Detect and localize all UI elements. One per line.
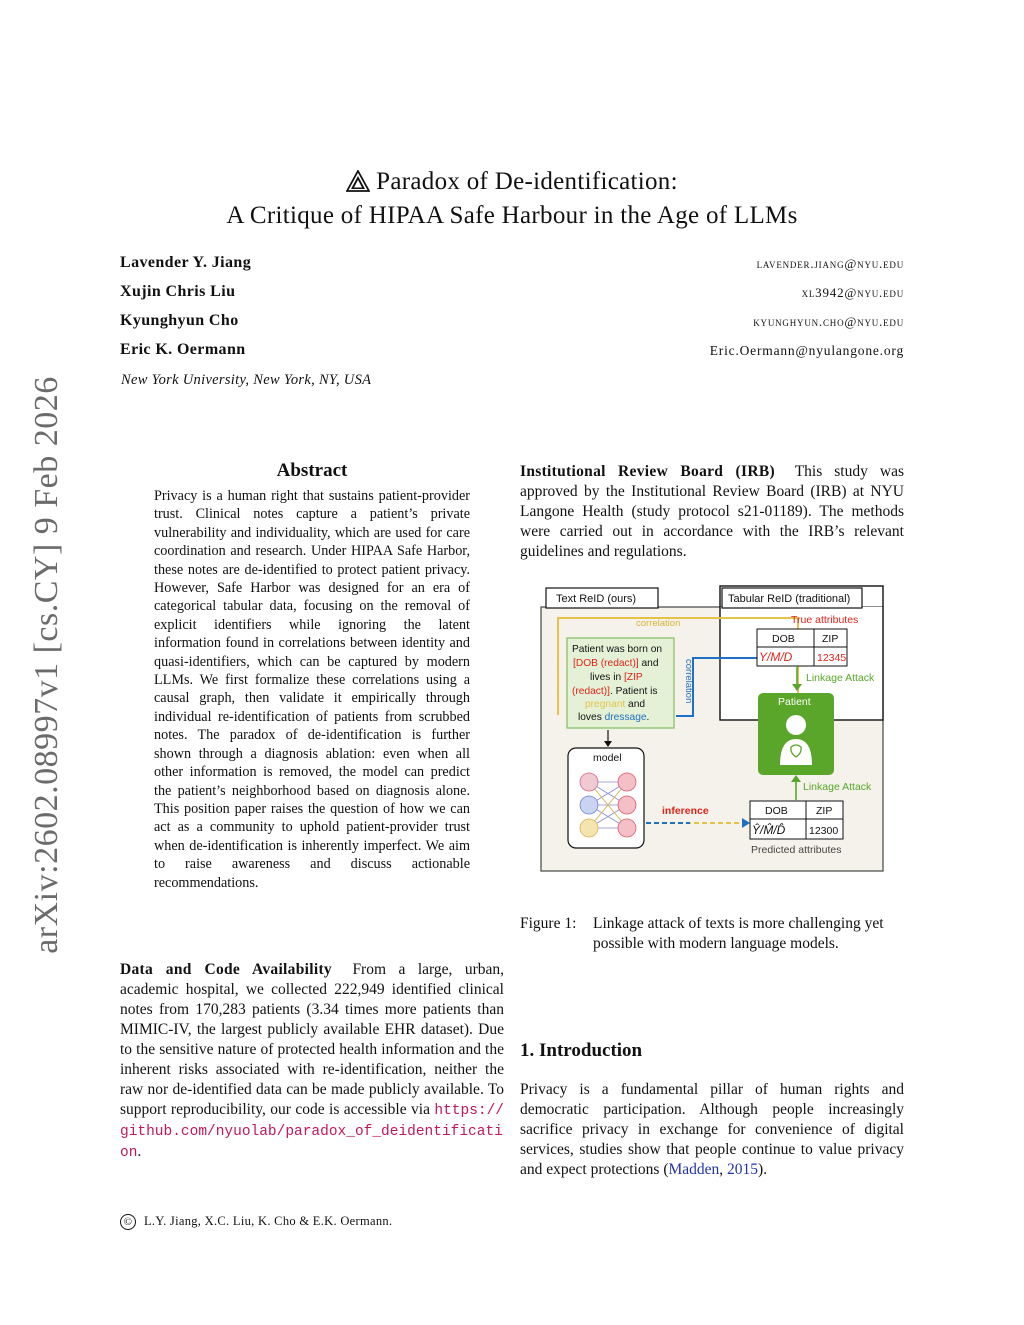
citation-author-link[interactable]: Madden	[668, 1161, 720, 1178]
abstract-text: Privacy is a human right that sustains patient-provider trust. Clinical notes capture a patient’s private vulnerability and individuality, which are used for care coordination and research. Under HIPAA Safe Harbor, these notes are de-identified to protect patient privacy. However, Safe Harbor was designed for an era of categorical tabular data, focusing on the removal of explicit identifiers while ignoring the latent information found in correlations between identity and quasi-identifiers, which can be captured by modern LLMs. We first formalize these correlations using a causal graph, then validate it empirically through individual re-identification of patients from scrubbed notes. The paradox of de-identification is further shown through a diagnosis ablation: even when all other information is removed, the model can predict the patient’s neighborhood based on diagnosis alone. This position paper raises the question of how we can act as a community to uphold patient-provider trust when de-identification is inherently imperfect. We aim to raise awareness and discuss actionable recommendations.	[154, 488, 470, 891]
caption-label: Figure 1:	[520, 915, 577, 932]
irb-heading: Institutional Review Board (IRB)	[520, 463, 775, 480]
author-email[interactable]: kyunghyun.cho@nyu.edu	[753, 314, 904, 329]
title-line1: Paradox of De-identification:	[376, 168, 678, 195]
true-zip-value: 12345	[817, 652, 847, 664]
patient-label: Patient	[778, 696, 811, 708]
true-attributes-label: True attributes	[791, 614, 859, 626]
text-reid-label: Text ReID (ours)	[556, 593, 637, 605]
data-availability-text: From a large, urban, academic hospital, we collected 222,949 identified clinical notes from 170,283 patients (3.34 times more patients than MIMIC-IV, the largest publicly available EHR dataset). Due to the sensitive nature of protected health information and the inherent risks associated with re-identification, neither the raw nor de-identified data can be made publicly available. To support reproducibility, our code is accessible via	[120, 961, 505, 1118]
author-email[interactable]: lavender.jiang@nyu.edu	[756, 256, 904, 271]
true-dob-value: Y/M/D	[759, 650, 793, 664]
title-line2: A Critique of HIPAA Safe Harbour in the Age of LLMs	[226, 202, 798, 229]
author-name: Lavender Y. Jiang	[120, 254, 252, 271]
figure-1-caption	[520, 914, 904, 954]
citation-year-link[interactable]: 2015	[727, 1161, 759, 1178]
caption-text: Linkage attack of texts is more challenging yet possible with modern language models.	[593, 915, 884, 952]
irb-paragraph	[520, 462, 904, 562]
linkage-attack-label-2: Linkage Attack	[803, 781, 872, 793]
introduction-tail: ).	[758, 1161, 768, 1178]
inference-label: inference	[662, 805, 709, 817]
linkage-attack-label-1: Linkage Attack	[806, 672, 875, 684]
author-row	[120, 283, 904, 305]
affiliation: New York University, New York, NY, USA	[121, 372, 372, 388]
data-availability-tail: .	[137, 1143, 142, 1160]
arxiv-id: arXiv:2602.08997v1 [cs.CY] 9 Feb 2026	[28, 376, 65, 954]
data-availability-paragraph	[120, 960, 504, 1163]
introduction-heading: 1. Introduction	[520, 1040, 643, 1061]
author-name: Kyunghyun Cho	[120, 312, 239, 329]
abstract-heading: Abstract	[276, 460, 348, 481]
citation-separator: ,	[719, 1161, 728, 1178]
introduction-paragraph	[520, 1080, 904, 1180]
footer	[120, 1214, 392, 1230]
author-email[interactable]: Eric.Oermann@nyulangone.org	[709, 343, 904, 358]
pred-dob-header: DOB	[765, 805, 788, 817]
data-availability-heading: Data and Code Availability	[120, 961, 332, 978]
author-name: Eric K. Oermann	[120, 341, 246, 358]
clinical-note-text: Patient was born on [DOB (redact)] and lives in [ZIP (redact)]. Patient is pregnant and loves dressage.	[572, 644, 663, 723]
arxiv-stamp	[28, 376, 65, 954]
code-repo-link[interactable]: https://github.com/nyuolab/paradox_of_deidentification	[120, 1103, 505, 1161]
predicted-attributes-label: Predicted attributes	[751, 844, 842, 856]
true-zip-header: ZIP	[822, 633, 839, 645]
correlation-side-label: correlation	[683, 659, 694, 704]
irb-text: This study was approved by the Institutional Review Board (IRB) at NYU Langone Health (study protocol s21-01189). The methods were carried out in accordance with the IRB’s relevant guidelines and regulations.	[520, 463, 904, 560]
pred-zip-value: 12300	[809, 825, 839, 837]
author-email[interactable]: xl3942@nyu.edu	[801, 285, 904, 300]
true-dob-header: DOB	[772, 633, 795, 645]
copyright-icon: ©	[120, 1214, 136, 1230]
author-row	[120, 341, 904, 363]
paper-title	[120, 166, 904, 231]
model-label: model	[593, 752, 622, 764]
introduction-text: Privacy is a fundamental pillar of human rights and democratic participation. Although people increasingly sacrifice privacy in exchange for convenience of digital services, studies show that people continue to value privacy and expect protections (	[520, 1081, 904, 1178]
paradox-logo-icon	[346, 169, 370, 200]
figure-1-diagram	[540, 585, 886, 875]
author-name: Xujin Chris Liu	[120, 283, 236, 300]
pred-dob-value: Ŷ/M̂/D̂	[752, 823, 786, 837]
pred-zip-header: ZIP	[816, 805, 833, 817]
author-row	[120, 254, 904, 276]
author-row	[120, 312, 904, 334]
correlation-top-label: correlation	[636, 618, 681, 629]
footer-text: L.Y. Jiang, X.C. Liu, K. Cho & E.K. Oermann.	[144, 1214, 393, 1228]
tabular-reid-label: Tabular ReID (traditional)	[728, 593, 851, 605]
